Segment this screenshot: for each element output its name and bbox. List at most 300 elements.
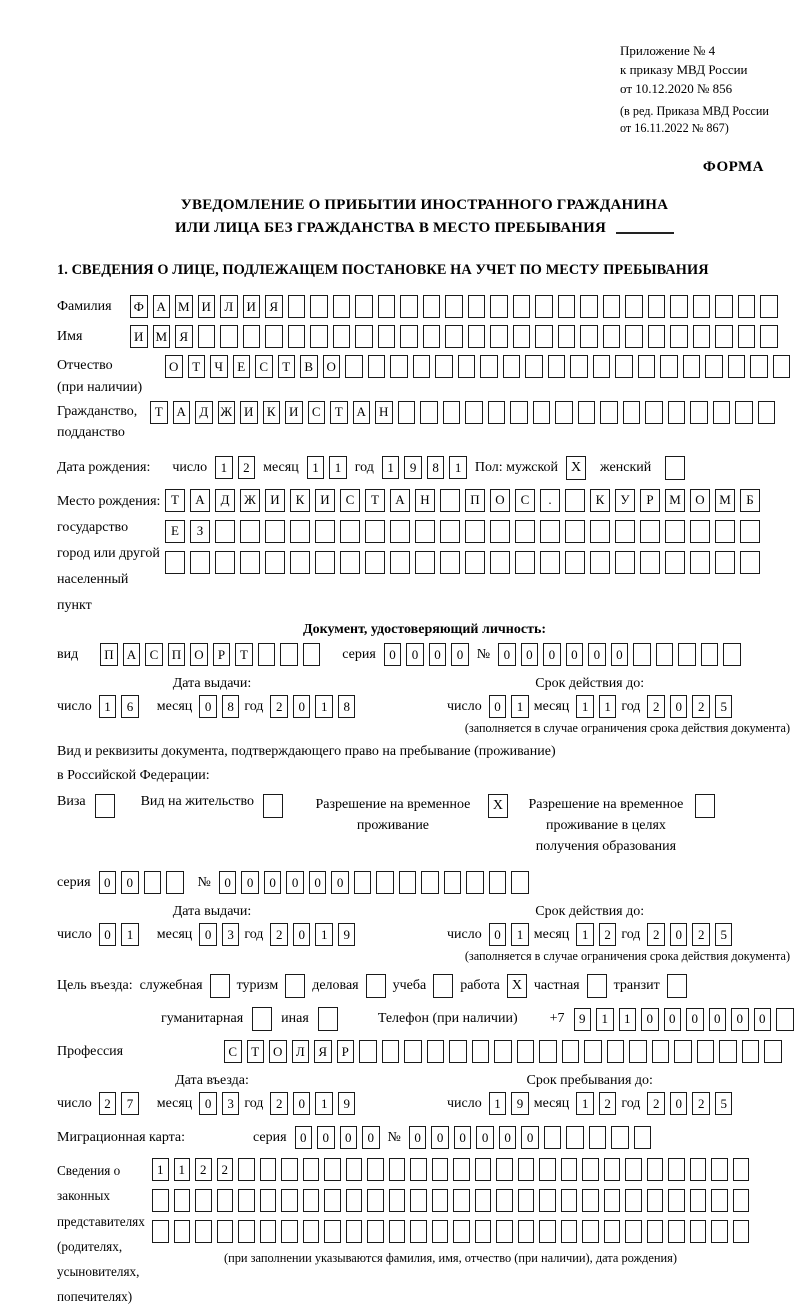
char-box[interactable]: 1 [489, 1092, 507, 1115]
purpose-private-checkbox[interactable] [587, 974, 607, 998]
char-box[interactable]: Р [337, 1040, 355, 1063]
char-box[interactable]: С [308, 401, 326, 424]
char-box[interactable]: 1 [215, 456, 233, 479]
char-box[interactable] [166, 871, 184, 894]
char-box[interactable] [440, 489, 460, 512]
char-box[interactable] [539, 1189, 556, 1212]
char-box[interactable] [378, 295, 396, 318]
char-box[interactable] [340, 520, 360, 543]
purpose-official-checkbox[interactable] [210, 974, 230, 998]
char-box[interactable] [678, 643, 696, 666]
char-box[interactable] [398, 401, 416, 424]
char-box[interactable] [638, 355, 656, 378]
char-box[interactable]: О [690, 489, 710, 512]
char-box[interactable]: 0 [317, 1126, 335, 1149]
char-box[interactable]: М [715, 489, 735, 512]
char-box[interactable]: 0 [670, 695, 688, 718]
char-box[interactable]: 0 [99, 923, 117, 946]
char-box[interactable] [582, 1189, 599, 1212]
char-box[interactable]: 2 [270, 695, 288, 718]
char-box[interactable] [165, 551, 185, 574]
char-box[interactable]: И [285, 401, 303, 424]
char-box[interactable] [465, 401, 483, 424]
char-box[interactable] [303, 1158, 320, 1181]
char-box[interactable] [668, 1189, 685, 1212]
char-box[interactable] [561, 1220, 578, 1243]
char-box[interactable] [693, 295, 711, 318]
char-box[interactable] [421, 871, 439, 894]
char-box[interactable] [243, 325, 261, 348]
char-box[interactable] [490, 325, 508, 348]
char-box[interactable] [690, 551, 710, 574]
char-box[interactable]: 0 [384, 643, 402, 666]
char-box[interactable]: 7 [121, 1092, 139, 1115]
char-box[interactable] [390, 520, 410, 543]
char-box[interactable] [738, 325, 756, 348]
purpose-business-checkbox[interactable] [366, 974, 386, 998]
char-box[interactable] [584, 1040, 602, 1063]
char-box[interactable]: 0 [498, 643, 516, 666]
temp-residence-education-checkbox[interactable] [695, 794, 715, 818]
char-box[interactable]: 1 [511, 695, 529, 718]
char-box[interactable] [764, 1040, 782, 1063]
char-box[interactable]: 1 [596, 1008, 614, 1031]
char-box[interactable]: 0 [219, 871, 237, 894]
char-box[interactable] [503, 355, 521, 378]
char-box[interactable] [389, 1158, 406, 1181]
char-box[interactable] [490, 295, 508, 318]
purpose-tourism-checkbox[interactable] [285, 974, 305, 998]
char-box[interactable]: 8 [427, 456, 445, 479]
char-box[interactable] [400, 325, 418, 348]
char-box[interactable]: 2 [599, 1092, 617, 1115]
char-box[interactable]: 2 [692, 923, 710, 946]
char-box[interactable] [690, 1189, 707, 1212]
char-box[interactable] [475, 1158, 492, 1181]
char-box[interactable] [668, 401, 686, 424]
char-box[interactable] [367, 1220, 384, 1243]
char-box[interactable]: 5 [715, 695, 733, 718]
char-box[interactable]: 0 [295, 1126, 313, 1149]
char-box[interactable] [656, 643, 674, 666]
char-box[interactable] [415, 551, 435, 574]
char-box[interactable] [368, 355, 386, 378]
char-box[interactable]: 3 [222, 923, 240, 946]
char-box[interactable] [333, 325, 351, 348]
char-box[interactable] [458, 355, 476, 378]
char-box[interactable] [404, 1040, 422, 1063]
char-box[interactable] [640, 520, 660, 543]
char-box[interactable] [711, 1158, 728, 1181]
char-box[interactable] [548, 355, 566, 378]
char-box[interactable] [413, 355, 431, 378]
char-box[interactable] [600, 401, 618, 424]
char-box[interactable]: Д [215, 489, 235, 512]
char-box[interactable]: Т [278, 355, 296, 378]
char-box[interactable] [174, 1189, 191, 1212]
char-box[interactable] [604, 1220, 621, 1243]
char-box[interactable] [435, 355, 453, 378]
char-box[interactable]: 0 [521, 643, 539, 666]
char-box[interactable] [359, 1040, 377, 1063]
char-box[interactable]: М [665, 489, 685, 512]
char-box[interactable]: А [153, 295, 171, 318]
char-box[interactable]: А [190, 489, 210, 512]
char-box[interactable] [711, 1189, 728, 1212]
char-box[interactable] [354, 871, 372, 894]
char-box[interactable] [390, 551, 410, 574]
char-box[interactable]: Т [165, 489, 185, 512]
char-box[interactable]: 2 [647, 695, 665, 718]
char-box[interactable] [647, 1158, 664, 1181]
char-box[interactable]: 1 [599, 695, 617, 718]
purpose-study-checkbox[interactable] [433, 974, 453, 998]
char-box[interactable]: . [540, 489, 560, 512]
char-box[interactable]: Т [188, 355, 206, 378]
char-box[interactable]: 0 [451, 643, 469, 666]
char-box[interactable] [444, 871, 462, 894]
char-box[interactable] [633, 643, 651, 666]
char-box[interactable]: 1 [99, 695, 117, 718]
char-box[interactable]: 1 [315, 1092, 333, 1115]
char-box[interactable] [558, 325, 576, 348]
char-box[interactable]: 0 [99, 871, 117, 894]
char-box[interactable] [453, 1220, 470, 1243]
char-box[interactable] [604, 1158, 621, 1181]
char-box[interactable]: 1 [576, 923, 594, 946]
char-box[interactable] [758, 401, 776, 424]
char-box[interactable]: А [353, 401, 371, 424]
char-box[interactable] [290, 520, 310, 543]
char-box[interactable]: 0 [731, 1008, 749, 1031]
char-box[interactable] [625, 295, 643, 318]
char-box[interactable] [582, 1158, 599, 1181]
char-box[interactable] [590, 551, 610, 574]
char-box[interactable] [215, 551, 235, 574]
char-box[interactable]: 0 [362, 1126, 380, 1149]
char-box[interactable] [489, 871, 507, 894]
char-box[interactable]: Л [292, 1040, 310, 1063]
char-box[interactable]: 1 [329, 456, 347, 479]
char-box[interactable]: 2 [647, 1092, 665, 1115]
char-box[interactable] [740, 520, 760, 543]
char-box[interactable]: 8 [338, 695, 356, 718]
char-box[interactable]: Б [740, 489, 760, 512]
char-box[interactable] [674, 1040, 692, 1063]
char-box[interactable] [410, 1158, 427, 1181]
char-box[interactable] [670, 295, 688, 318]
char-box[interactable] [324, 1158, 341, 1181]
char-box[interactable] [647, 1189, 664, 1212]
char-box[interactable]: Р [640, 489, 660, 512]
char-box[interactable]: 0 [199, 923, 217, 946]
char-box[interactable]: Ж [218, 401, 236, 424]
char-box[interactable] [346, 1158, 363, 1181]
char-box[interactable] [290, 551, 310, 574]
char-box[interactable] [174, 1220, 191, 1243]
char-box[interactable] [465, 520, 485, 543]
char-box[interactable] [652, 1040, 670, 1063]
char-box[interactable] [144, 871, 162, 894]
char-box[interactable]: Ч [210, 355, 228, 378]
char-box[interactable] [449, 1040, 467, 1063]
char-box[interactable]: 0 [431, 1126, 449, 1149]
char-box[interactable] [480, 355, 498, 378]
char-box[interactable]: С [515, 489, 535, 512]
char-box[interactable]: Т [330, 401, 348, 424]
char-box[interactable] [420, 401, 438, 424]
char-box[interactable] [615, 355, 633, 378]
char-box[interactable] [367, 1158, 384, 1181]
char-box[interactable]: И [198, 295, 216, 318]
char-box[interactable] [511, 871, 529, 894]
char-box[interactable] [690, 1158, 707, 1181]
char-box[interactable] [367, 1189, 384, 1212]
char-box[interactable] [217, 1220, 234, 1243]
char-box[interactable] [220, 325, 238, 348]
char-box[interactable] [346, 1220, 363, 1243]
char-box[interactable]: 2 [647, 923, 665, 946]
char-box[interactable] [365, 520, 385, 543]
char-box[interactable] [719, 1040, 737, 1063]
char-box[interactable]: К [590, 489, 610, 512]
char-box[interactable] [238, 1158, 255, 1181]
purpose-other-checkbox[interactable] [318, 1007, 338, 1031]
char-box[interactable] [390, 355, 408, 378]
char-box[interactable] [670, 325, 688, 348]
char-box[interactable]: 9 [338, 923, 356, 946]
char-box[interactable]: С [340, 489, 360, 512]
char-box[interactable]: 1 [619, 1008, 637, 1031]
char-box[interactable] [565, 489, 585, 512]
char-box[interactable] [310, 295, 328, 318]
char-box[interactable]: 0 [754, 1008, 772, 1031]
char-box[interactable]: О [490, 489, 510, 512]
char-box[interactable]: 0 [241, 871, 259, 894]
char-box[interactable] [258, 643, 276, 666]
char-box[interactable]: 1 [315, 695, 333, 718]
char-box[interactable]: 1 [511, 923, 529, 946]
char-box[interactable] [535, 325, 553, 348]
char-box[interactable] [660, 355, 678, 378]
char-box[interactable] [410, 1189, 427, 1212]
char-box[interactable] [607, 1040, 625, 1063]
char-box[interactable] [760, 295, 778, 318]
char-box[interactable] [540, 551, 560, 574]
char-box[interactable] [423, 325, 441, 348]
char-box[interactable]: 0 [293, 695, 311, 718]
char-box[interactable] [697, 1040, 715, 1063]
char-box[interactable]: В [300, 355, 318, 378]
char-box[interactable] [733, 1220, 750, 1243]
char-box[interactable]: П [465, 489, 485, 512]
char-box[interactable]: О [190, 643, 208, 666]
char-box[interactable] [432, 1158, 449, 1181]
char-box[interactable] [713, 401, 731, 424]
char-box[interactable]: И [243, 295, 261, 318]
char-box[interactable] [733, 1189, 750, 1212]
char-box[interactable] [475, 1220, 492, 1243]
char-box[interactable]: 0 [309, 871, 327, 894]
char-box[interactable] [629, 1040, 647, 1063]
char-box[interactable] [475, 1189, 492, 1212]
char-box[interactable] [518, 1158, 535, 1181]
char-box[interactable]: 0 [709, 1008, 727, 1031]
char-box[interactable] [238, 1189, 255, 1212]
char-box[interactable] [389, 1189, 406, 1212]
char-box[interactable] [733, 1158, 750, 1181]
char-box[interactable]: 2 [217, 1158, 234, 1181]
char-box[interactable] [750, 355, 768, 378]
char-box[interactable]: Р [213, 643, 231, 666]
char-box[interactable] [533, 401, 551, 424]
char-box[interactable] [540, 520, 560, 543]
char-box[interactable] [324, 1220, 341, 1243]
char-box[interactable]: Ф [130, 295, 148, 318]
char-box[interactable] [555, 401, 573, 424]
char-box[interactable]: Я [175, 325, 193, 348]
char-box[interactable] [333, 295, 351, 318]
char-box[interactable]: 5 [715, 1092, 733, 1115]
char-box[interactable]: 9 [574, 1008, 592, 1031]
char-box[interactable] [580, 295, 598, 318]
char-box[interactable]: 0 [264, 871, 282, 894]
char-box[interactable] [265, 520, 285, 543]
char-box[interactable] [701, 643, 719, 666]
char-box[interactable] [517, 1040, 535, 1063]
char-box[interactable] [565, 551, 585, 574]
char-box[interactable]: П [100, 643, 118, 666]
char-box[interactable]: 2 [270, 923, 288, 946]
char-box[interactable] [265, 325, 283, 348]
char-box[interactable] [376, 871, 394, 894]
char-box[interactable] [715, 520, 735, 543]
char-box[interactable] [472, 1040, 490, 1063]
char-box[interactable] [513, 295, 531, 318]
char-box[interactable]: 5 [715, 923, 733, 946]
char-box[interactable] [558, 295, 576, 318]
char-box[interactable]: 2 [599, 923, 617, 946]
char-box[interactable] [525, 355, 543, 378]
char-box[interactable]: И [265, 489, 285, 512]
char-box[interactable] [195, 1220, 212, 1243]
char-box[interactable]: Ж [240, 489, 260, 512]
char-box[interactable] [238, 1220, 255, 1243]
char-box[interactable]: О [269, 1040, 287, 1063]
char-box[interactable]: К [263, 401, 281, 424]
char-box[interactable]: 1 [152, 1158, 169, 1181]
char-box[interactable]: 0 [340, 1126, 358, 1149]
char-box[interactable] [535, 295, 553, 318]
char-box[interactable] [665, 520, 685, 543]
char-box[interactable] [693, 325, 711, 348]
char-box[interactable] [589, 1126, 607, 1149]
char-box[interactable] [378, 325, 396, 348]
char-box[interactable] [468, 295, 486, 318]
char-box[interactable] [513, 325, 531, 348]
char-box[interactable] [453, 1189, 470, 1212]
char-box[interactable]: 0 [499, 1126, 517, 1149]
char-box[interactable]: 1 [576, 1092, 594, 1115]
char-box[interactable]: О [323, 355, 341, 378]
char-box[interactable] [723, 643, 741, 666]
char-box[interactable]: У [615, 489, 635, 512]
char-box[interactable] [561, 1158, 578, 1181]
char-box[interactable]: С [145, 643, 163, 666]
char-box[interactable] [648, 325, 666, 348]
char-box[interactable] [566, 1126, 584, 1149]
char-box[interactable]: 0 [543, 643, 561, 666]
char-box[interactable] [742, 1040, 760, 1063]
char-box[interactable] [453, 1158, 470, 1181]
char-box[interactable]: 9 [511, 1092, 529, 1115]
char-box[interactable] [443, 401, 461, 424]
char-box[interactable]: Т [150, 401, 168, 424]
char-box[interactable] [728, 355, 746, 378]
char-box[interactable] [190, 551, 210, 574]
char-box[interactable] [432, 1220, 449, 1243]
char-box[interactable] [324, 1189, 341, 1212]
char-box[interactable] [625, 325, 643, 348]
char-box[interactable]: 0 [670, 1092, 688, 1115]
char-box[interactable] [260, 1189, 277, 1212]
char-box[interactable] [647, 1220, 664, 1243]
char-box[interactable] [562, 1040, 580, 1063]
char-box[interactable] [705, 355, 723, 378]
char-box[interactable] [496, 1158, 513, 1181]
char-box[interactable] [665, 551, 685, 574]
char-box[interactable] [445, 295, 463, 318]
char-box[interactable] [240, 551, 260, 574]
char-box[interactable] [690, 401, 708, 424]
char-box[interactable]: Л [220, 295, 238, 318]
char-box[interactable]: 1 [174, 1158, 191, 1181]
char-box[interactable] [625, 1220, 642, 1243]
char-box[interactable] [415, 520, 435, 543]
char-box[interactable]: 0 [199, 1092, 217, 1115]
char-box[interactable] [288, 325, 306, 348]
char-box[interactable] [776, 1008, 794, 1031]
char-box[interactable]: 0 [489, 923, 507, 946]
char-box[interactable]: И [315, 489, 335, 512]
char-box[interactable] [303, 643, 321, 666]
char-box[interactable] [578, 401, 596, 424]
char-box[interactable] [440, 520, 460, 543]
char-box[interactable]: 0 [566, 643, 584, 666]
char-box[interactable]: И [130, 325, 148, 348]
char-box[interactable] [625, 1189, 642, 1212]
char-box[interactable]: 0 [521, 1126, 539, 1149]
char-box[interactable] [280, 643, 298, 666]
char-box[interactable] [152, 1189, 169, 1212]
char-box[interactable] [410, 1220, 427, 1243]
char-box[interactable] [494, 1040, 512, 1063]
char-box[interactable] [539, 1158, 556, 1181]
char-box[interactable] [570, 355, 588, 378]
char-box[interactable] [683, 355, 701, 378]
char-box[interactable] [634, 1126, 652, 1149]
char-box[interactable]: 1 [576, 695, 594, 718]
purpose-humanitarian-checkbox[interactable] [252, 1007, 272, 1031]
char-box[interactable] [623, 401, 641, 424]
char-box[interactable] [510, 401, 528, 424]
char-box[interactable] [518, 1220, 535, 1243]
char-box[interactable] [400, 295, 418, 318]
char-box[interactable]: 9 [338, 1092, 356, 1115]
char-box[interactable] [625, 1158, 642, 1181]
char-box[interactable] [432, 1189, 449, 1212]
char-box[interactable]: Я [314, 1040, 332, 1063]
